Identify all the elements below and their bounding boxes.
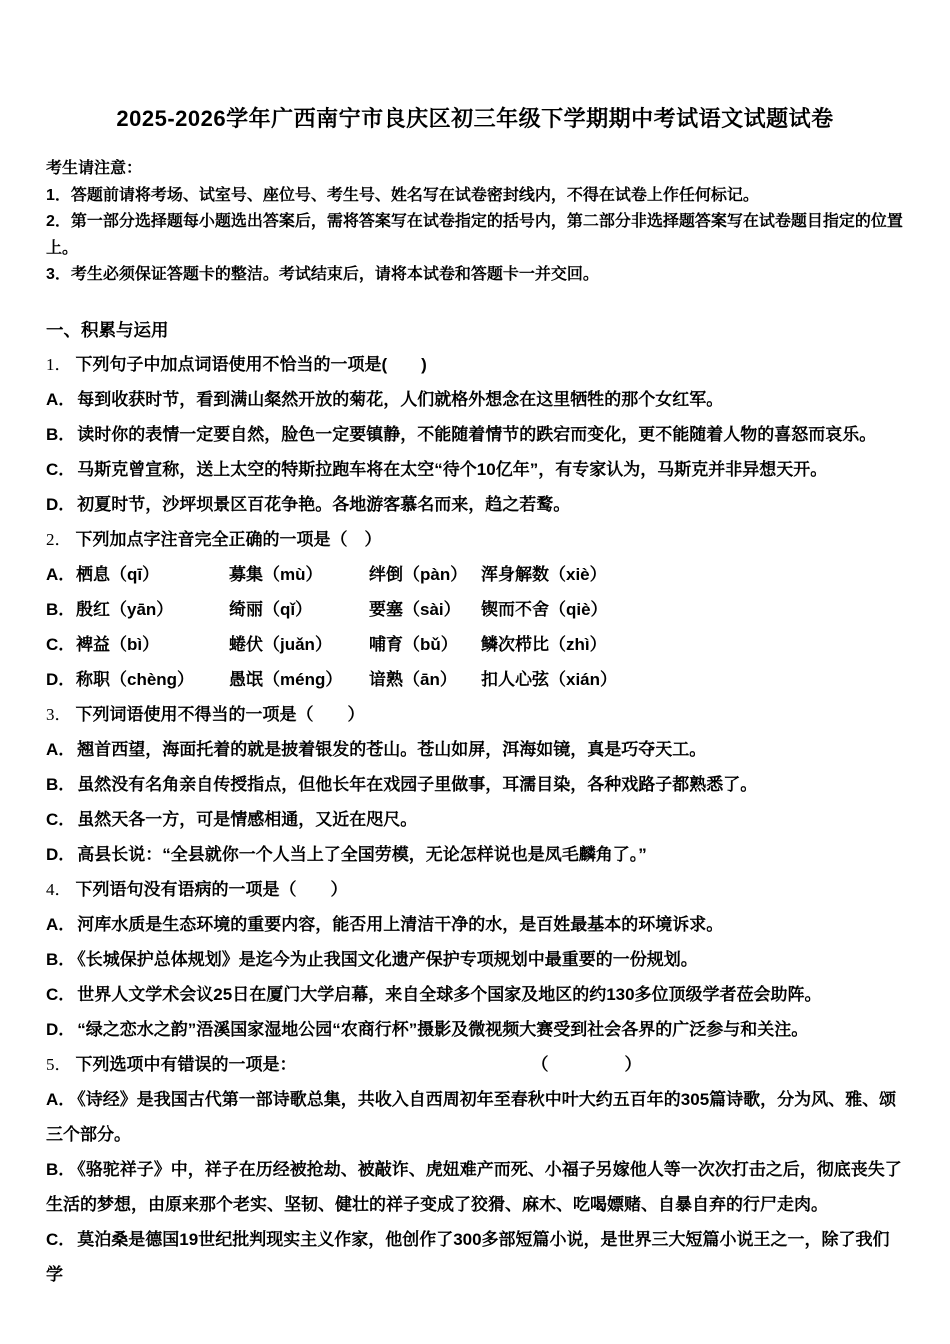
option-label: C． [46,459,76,479]
question-4 [46,872,904,1047]
option-text: 读时你的表情一定要自然，脸色一定要镇静，不能随着情节的跌宕而变化，更不能随着人物的喜怒而哀乐。 [77,424,877,444]
pinyin-cell: 殷红（yān） [76,599,174,619]
option-text: 河库水质是生态环境的重要内容，能否用上清洁干净的水，是百姓最基本的环境诉求。 [77,914,724,934]
option-label: A． [46,564,76,584]
option-label: B． [46,1159,76,1179]
pinyin-cell: 浑身解数（xiè） [481,564,607,584]
question-2-option-b [46,592,904,627]
question-5 [46,1047,904,1292]
question-stem: 下列句子中加点词语使用不恰当的一项是( ) [75,354,427,374]
option-text: 每到收获时节，看到满山粲然开放的菊花，人们就格外想念在这里牺牲的那个女红军。 [77,389,724,409]
question-number: 4． [46,879,72,899]
pinyin-cell: 绮丽（qǐ） [229,599,313,619]
question-1-option-c [46,452,904,487]
pinyin-cell: 蜷伏（juǎn） [229,634,332,654]
answer-parens: （ ） [531,1054,656,1074]
notice-item-1: 1．答题前请将考场、试室号、座位号、考生号、姓名写在试卷密封线内，不得在试卷上作任何标记。 [46,186,759,204]
question-3 [46,697,904,872]
question-2 [46,522,904,697]
question-2-stem-line [46,522,904,557]
question-1-option-d [46,487,904,522]
question-1-option-b [46,417,904,452]
question-number: 3． [46,704,72,724]
option-label: C． [46,634,76,654]
option-text: 初夏时节，沙坪坝景区百花争艳。各地游客慕名而来，趋之若鹜。 [77,494,571,514]
question-5-option-c [46,1222,904,1292]
option-label: A． [46,739,76,759]
question-stem: 下列加点字注音完全正确的一项是（ ） [75,529,382,549]
question-number: 1． [46,354,72,374]
option-label: B． [46,949,76,969]
question-3-option-d [46,837,904,872]
option-label: B． [46,424,76,444]
notice-section [46,156,904,289]
option-text: 翘首西望，海面托着的就是披着银发的苍山。苍山如屏，洱海如镜，真是巧夺天工。 [77,739,707,759]
question-stem: 下列语句没有语病的一项是（ ） [75,879,348,899]
option-label: B． [46,774,76,794]
option-label: D． [46,1019,76,1039]
question-stem: 下列选项中有错误的一项是： [75,1054,297,1074]
pinyin-cell: 募集（mù） [229,564,323,584]
notice-heading: 考生请注意： [46,160,143,177]
pinyin-cell: 锲而不舍（qiè） [481,599,608,619]
pinyin-cell: 哺育（bǔ） [369,634,458,654]
option-label: C． [46,809,76,829]
option-label: B． [46,599,76,619]
question-4-option-b [46,942,904,977]
question-3-option-b [46,767,904,802]
section-heading: 一、积累与运用 [46,319,169,340]
question-number: 5． [46,1054,72,1074]
question-4-option-d [46,1012,904,1047]
option-label: D． [46,669,76,689]
option-text: 《骆驼祥子》中，祥子在历经被抢劫、被敲诈、虎妞难产而死、小福子另嫁他人等一次次打击之后，彻底丧失了生活的梦想，由原来那个老实、坚韧、健壮的祥子变成了狡猾、麻木、吃喝嫖赌、自暴自弃的行尸走肉。 [46,1159,902,1214]
question-stem: 下列词语使用不得当的一项是（ ） [75,704,365,724]
pinyin-cell: 扣人心弦（xián） [481,669,618,689]
question-4-option-c [46,977,904,1012]
option-label: A． [46,389,76,409]
question-5-option-b [46,1152,904,1222]
question-2-option-c [46,627,904,662]
pinyin-cell: 称职（chèng） [76,669,195,689]
question-1 [46,347,904,522]
question-3-option-a [46,732,904,767]
pinyin-cell: 鳞次栉比（zhì） [481,634,607,654]
option-label: A． [46,1089,76,1109]
option-text: 《诗经》是我国古代第一部诗歌总集，共收入自西周初年至春秋中叶大约五百年的305篇诗歌，分为风、雅、颂三个部分。 [46,1089,897,1144]
pinyin-cell: 裨益（bì） [76,634,160,654]
option-label: D． [46,494,76,514]
notice-item-3: 3．考生必须保证答题卡的整洁。考试结束后，请将本试卷和答题卡一并交回。 [46,266,599,283]
question-number: 2． [46,529,72,549]
option-label: D． [46,844,76,864]
question-4-stem-line [46,872,904,907]
pinyin-cell: 栖息（qī） [76,564,160,584]
question-1-option-a [46,382,904,417]
pinyin-cell: 要塞（sài） [369,599,461,619]
option-text: 世界人文学术会议25日在厦门大学启幕，来自全球多个国家及地区的约130多位顶级学者莅会助阵。 [77,984,822,1004]
option-text: 高县长说：“全县就你一个人当上了全国劳模，无论怎样说也是凤毛麟角了。” [77,844,647,864]
question-2-option-a [46,557,904,592]
question-5-option-a [46,1082,904,1152]
question-3-stem-line [46,697,904,732]
option-text: 虽然天各一方，可是情感相通，又近在咫尺。 [77,809,418,829]
page-title: 2025-2026学年广西南宁市良庆区初三年级下学期期中考试语文试题试卷 [116,106,834,131]
option-text: “绿之恋水之韵”浯溪国家湿地公园“农商行杯”摄影及微视频大赛受到社会各界的广泛参与和关注。 [77,1019,809,1039]
option-text: 莫泊桑是德国19世纪批判现实主义作家，他创作了300多部短篇小说，是世界三大短篇小说王之一，除了我们学 [46,1229,890,1284]
option-text: 马斯克曾宣称，送上太空的特斯拉跑车将在太空“待个10亿年”，有专家认为，马斯克并非异想天开。 [77,459,828,479]
question-5-stem-line [46,1047,904,1082]
question-1-stem-line [46,347,904,382]
option-text: 《长城保护总体规划》是迄今为止我国文化遗产保护专项规划中最重要的一份规划。 [77,949,698,969]
option-label: C． [46,1229,76,1249]
option-label: C． [46,984,76,1004]
option-text: 虽然没有名角亲自传授指点，但他长年在戏园子里做事，耳濡目染，各种戏路子都熟悉了。 [77,774,758,794]
question-4-option-a [46,907,904,942]
option-label: A． [46,914,76,934]
question-3-option-c [46,802,904,837]
pinyin-cell: 谙熟（ān） [369,669,457,689]
pinyin-cell: 绊倒（pàn） [369,564,468,584]
question-2-option-d [46,662,904,697]
notice-item-2: 2．第一部分选择题每小题选出答案后，需将答案写在试卷指定的括号内，第二部分非选择题答案写在试卷题目指定的位置上。 [46,213,903,257]
pinyin-cell: 愚氓（méng） [229,669,343,689]
